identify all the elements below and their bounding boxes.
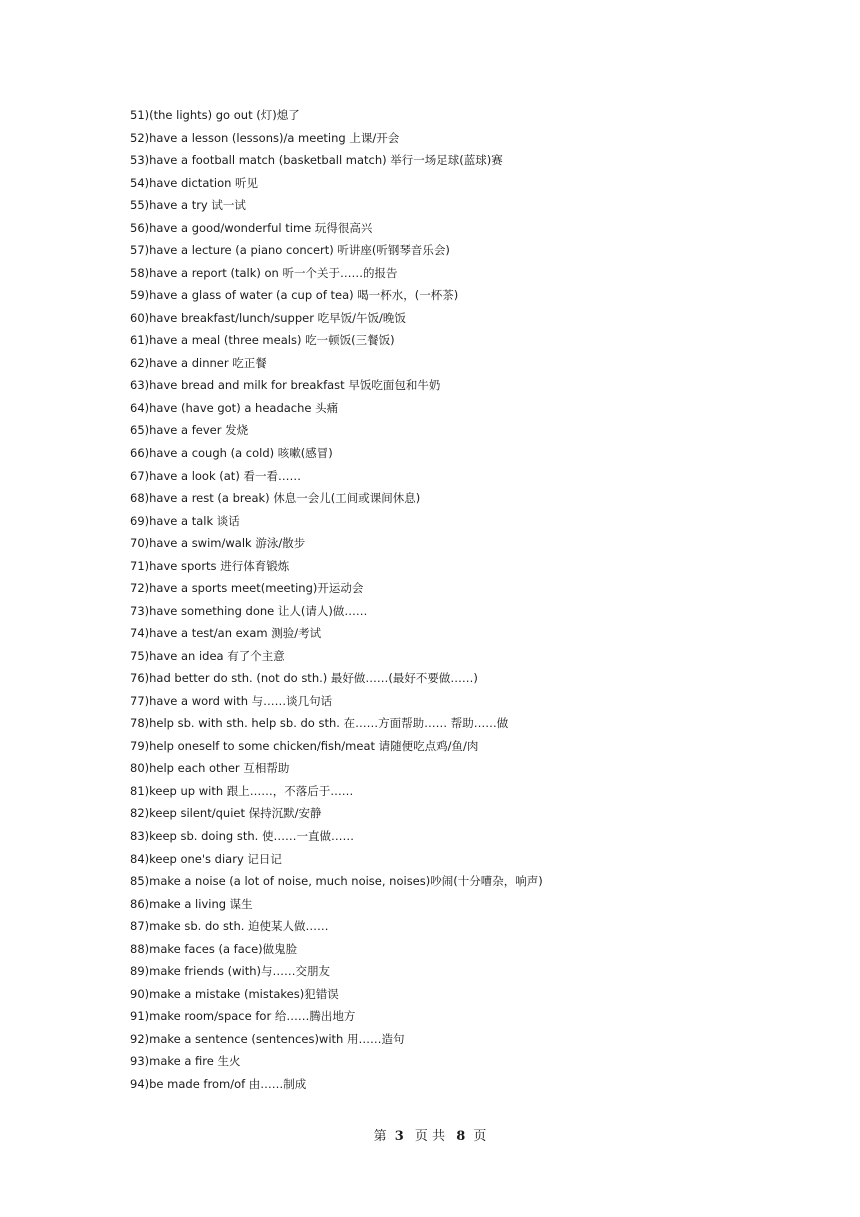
- list-item: 64)have (have got) a headache 头痛: [130, 400, 339, 415]
- list-item: 79)help oneself to some chicken/fish/meat 请随便吃点鸡/鱼/肉: [130, 738, 479, 753]
- footer-suffix: 页: [473, 1129, 487, 1144]
- list-item: 68)have a rest (a break) 休息一会儿(工间或课间休息): [130, 491, 421, 506]
- list-item: 71)have sports 进行体育锻炼: [130, 558, 290, 573]
- current-page-number: 3: [394, 1129, 404, 1144]
- list-item: 86)make a living 谋生: [130, 896, 253, 911]
- phrase-list: [130, 104, 790, 1095]
- list-item: 75)have an idea 有了个主意: [130, 648, 285, 663]
- list-item: 57)have a lecture (a piano concert) 听讲座(听钢琴音乐会): [130, 243, 450, 258]
- list-item: 56)have a good/wonderful time 玩得很高兴: [130, 220, 373, 235]
- list-item: 82)keep silent/quiet 保持沉默/安静: [130, 806, 322, 821]
- list-item: 78)help sb. with sth. help sb. do sth. 在……方面帮助…… 帮助……做: [130, 716, 509, 731]
- list-item: 72)have a sports meet(meeting)开运动会: [130, 581, 364, 596]
- list-item: 53)have a football match (basketball match) 举行一场足球(蓝球)赛: [130, 153, 503, 168]
- footer-middle: 页 共: [414, 1129, 446, 1144]
- list-item: 66)have a cough (a cold) 咳嗽(感冒): [130, 445, 333, 460]
- list-item: 61)have a meal (three meals) 吃一顿饭(三餐饭): [130, 333, 395, 348]
- page-number-footer: [0, 1127, 860, 1147]
- list-item: 77)have a word with 与……谈几句话: [130, 693, 333, 708]
- list-item: 62)have a dinner 吃正餐: [130, 355, 267, 370]
- list-item: 58)have a report (talk) on 听一个关于……的报告: [130, 265, 398, 280]
- list-item: 60)have breakfast/lunch/supper 吃早饭/午饭/晚饭: [130, 310, 406, 325]
- list-item: 88)make faces (a face)做鬼脸: [130, 941, 298, 956]
- list-item: 59)have a glass of water (a cup of tea) 喝一杯水，(一杯茶): [130, 288, 459, 303]
- list-item: 89)make friends (with)与……交朋友: [130, 964, 331, 979]
- list-item: 51)(the lights) go out (灯)熄了: [130, 108, 300, 122]
- list-item: 54)have dictation 听见: [130, 175, 259, 190]
- list-item: 74)have a test/an exam 测验/考试: [130, 626, 322, 641]
- list-item: 83)keep sb. doing sth. 使……一直做……: [130, 829, 354, 843]
- list-item: 69)have a talk 谈话: [130, 513, 240, 528]
- list-item: 55)have a try 试一试: [130, 198, 246, 213]
- list-item: 76)had better do sth. (not do sth.) 最好做……(最好不要做……): [130, 671, 478, 686]
- list-item: 94)be made from/of 由……制成: [130, 1076, 307, 1091]
- list-item: 85)make a noise (a lot of noise, much noise, noises)吵闹(十分嘈杂，响声): [130, 874, 543, 889]
- list-item: 91)make room/space for 给……腾出地方: [130, 1009, 356, 1024]
- list-item: 63)have bread and milk for breakfast 早饭吃面包和牛奶: [130, 378, 441, 393]
- footer-prefix: 第: [373, 1129, 387, 1144]
- list-item: 65)have a fever 发烧: [130, 423, 249, 438]
- total-page-number: 8: [456, 1129, 466, 1144]
- list-item: 92)make a sentence (sentences)with 用……造句: [130, 1031, 405, 1046]
- list-item: 70)have a swim/walk 游泳/散步: [130, 536, 306, 551]
- list-item: 81)keep up with 跟上……，不落后于……: [130, 783, 354, 798]
- list-item: 73)have something done 让人(请人)做……: [130, 603, 368, 618]
- list-item: 67)have a look (at) 看一看……: [130, 468, 301, 483]
- list-item: 87)make sb. do sth. 迫使某人做……: [130, 919, 329, 934]
- list-item: 90)make a mistake (mistakes)犯错误: [130, 986, 339, 1001]
- list-item: 80)help each other 互相帮助: [130, 761, 290, 776]
- list-item: 84)keep one's diary 记日记: [130, 851, 282, 866]
- list-item: 52)have a lesson (lessons)/a meeting 上课/开会: [130, 130, 400, 145]
- list-item: 93)make a fire 生火: [130, 1054, 241, 1069]
